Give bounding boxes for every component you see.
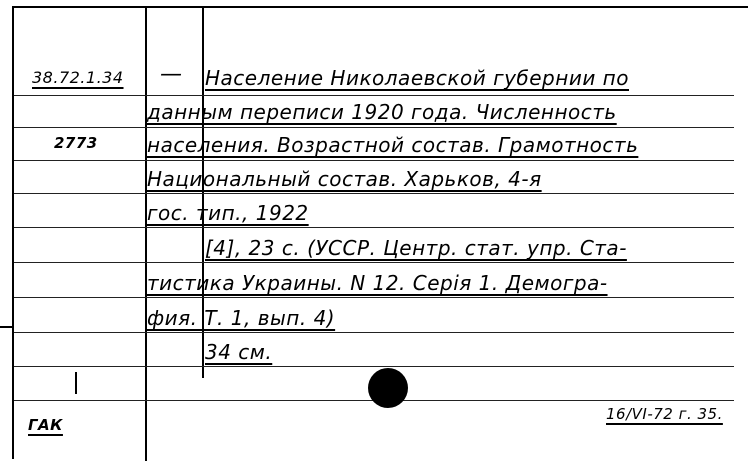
tally-mark: [75, 372, 77, 394]
title-line-2: данным переписи 1920 года. Численность: [147, 100, 617, 124]
title-line-3: населения. Возрастной состав. Грамотность: [147, 133, 639, 157]
ruled-line: [14, 193, 734, 194]
card-left-border: [12, 6, 14, 459]
date-mark: 16/VI-72 г. 35.: [606, 405, 723, 423]
ruled-line: [14, 127, 734, 128]
indent-dash: —: [160, 62, 183, 87]
title-line-6: [4], 23 с. (УССР. Центр. стат. упр. Ста-: [205, 236, 627, 260]
call-number: 38.72.1.34: [32, 68, 124, 87]
title-line-9: 34 см.: [205, 340, 273, 364]
accession-mark: 2773: [54, 134, 98, 152]
ruled-line: [14, 95, 734, 96]
ruled-line: [14, 160, 734, 161]
ruled-line: [14, 366, 734, 367]
punch-hole: [368, 368, 408, 408]
ruled-line: [14, 227, 734, 228]
ruled-line: [14, 332, 734, 333]
title-line-1: Население Николаевской губернии по: [205, 66, 629, 90]
title-line-5: гос. тип., 1922: [147, 201, 309, 225]
card-top-border: [12, 6, 748, 8]
margin-rule-left: [145, 6, 147, 461]
title-line-8: фия. Т. 1, вып. 4): [147, 306, 336, 330]
title-line-7: тистика Украины. N 12. Серія 1. Демогра-: [147, 271, 608, 295]
ruled-line: [14, 262, 734, 263]
title-line-4: Национальный состав. Харьков, 4-я: [147, 167, 542, 191]
shelf-mark: ГАК: [28, 416, 63, 434]
edge-mark: [0, 326, 14, 328]
ruled-line: [14, 297, 734, 298]
